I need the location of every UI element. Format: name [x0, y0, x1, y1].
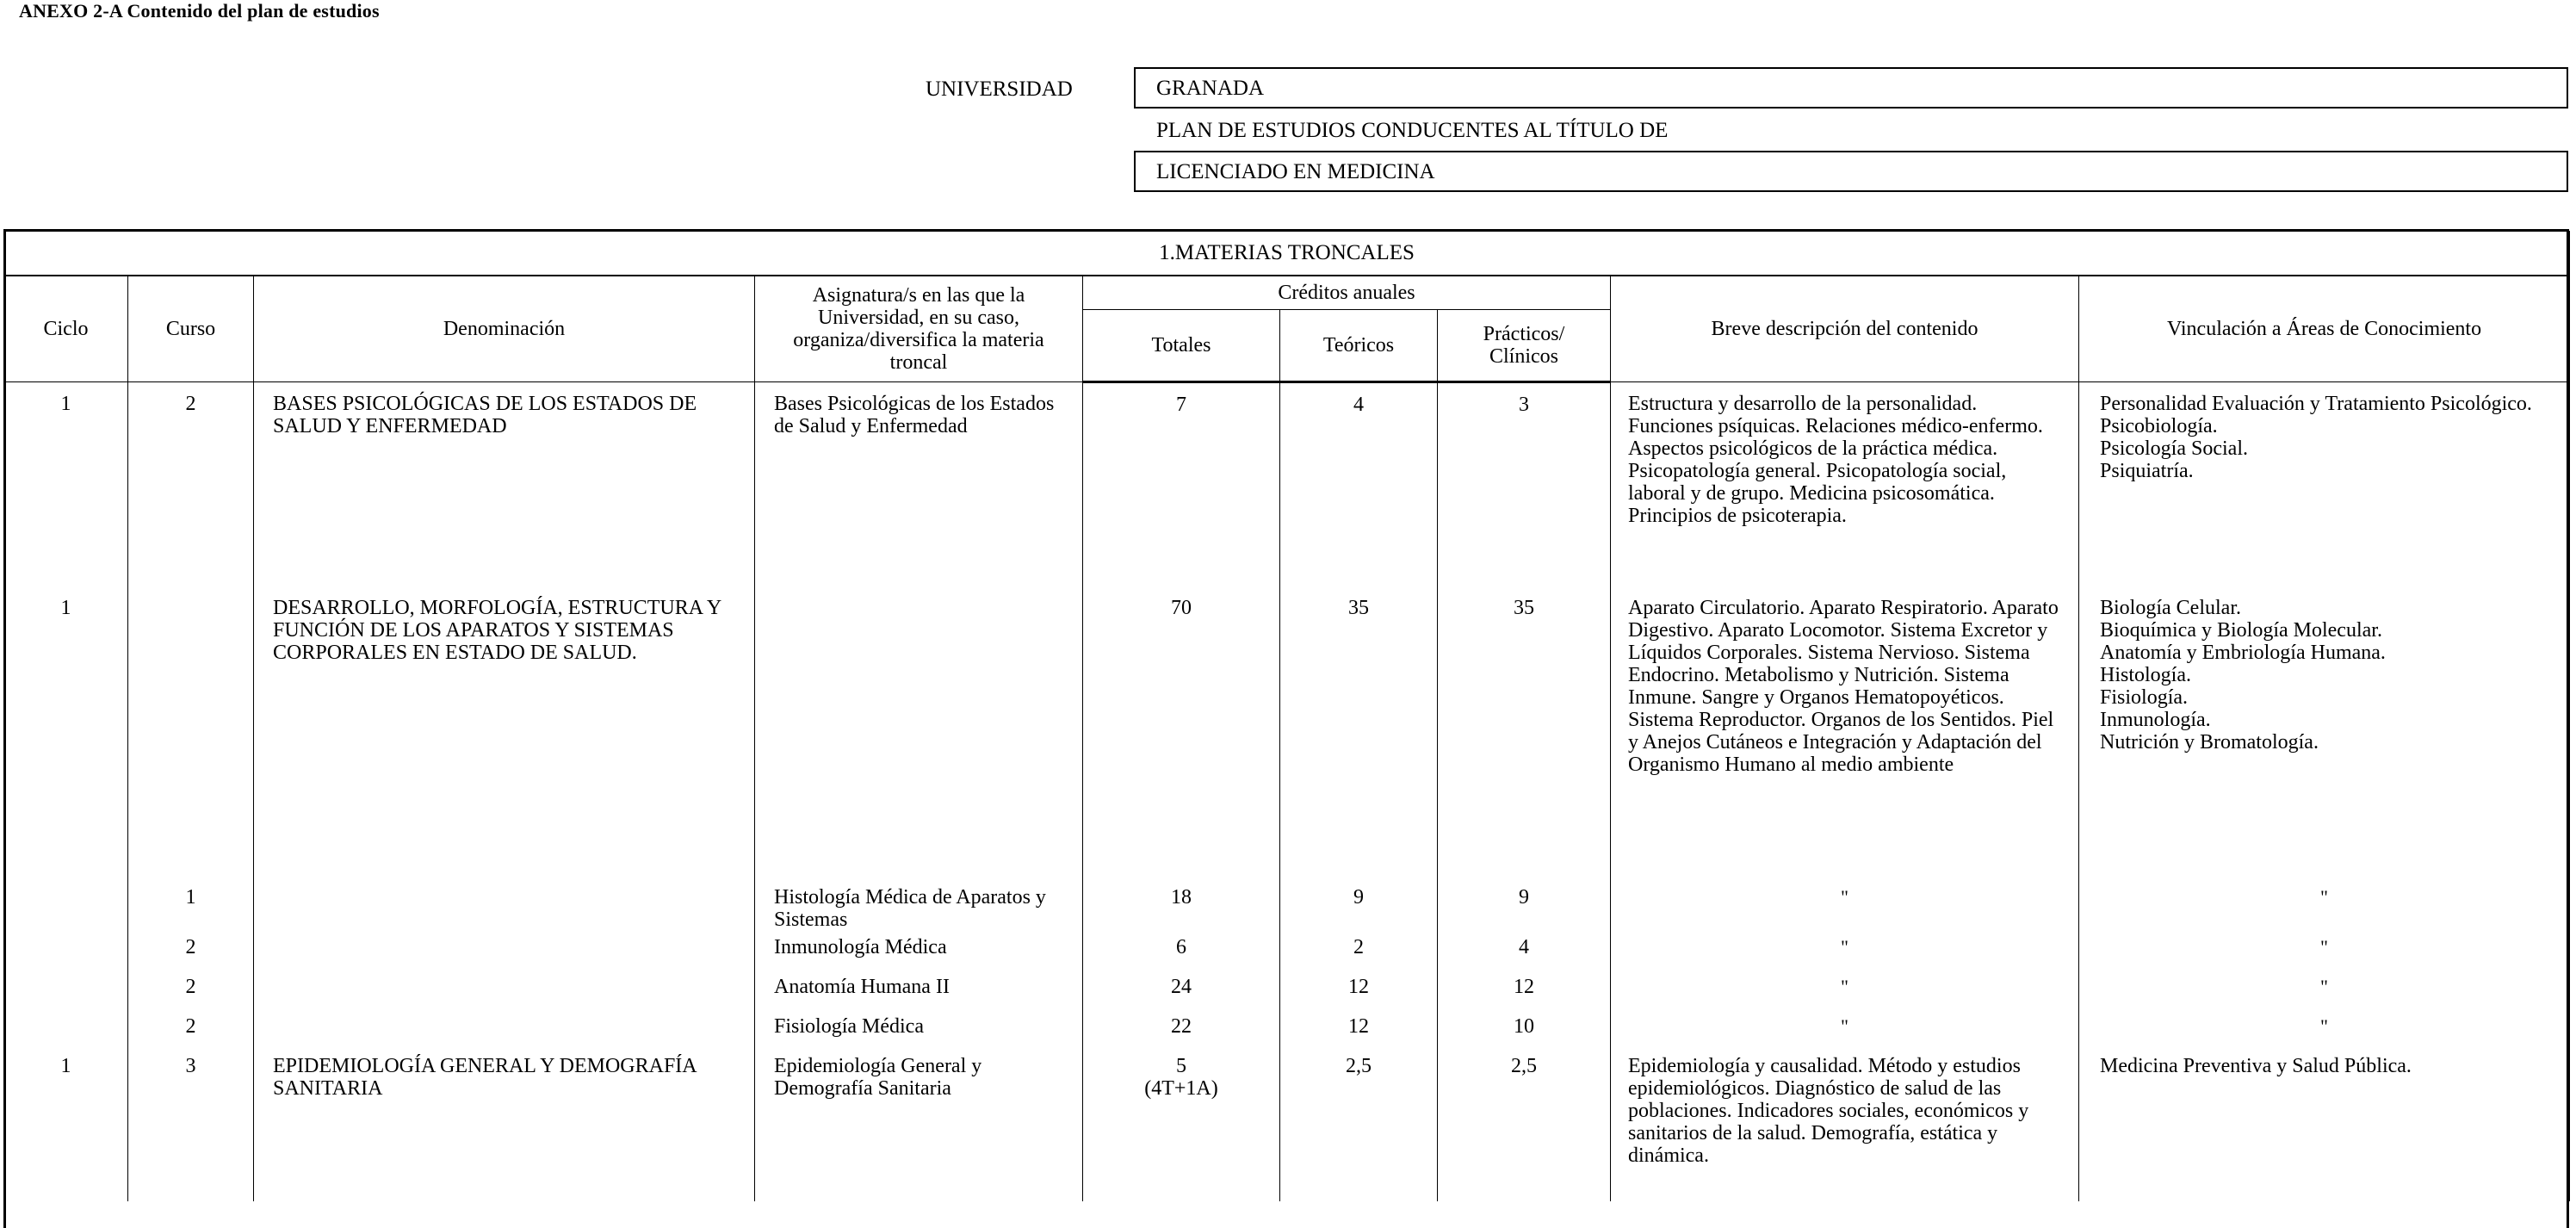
- cell-ciclo: [4, 881, 128, 931]
- table-row: [4, 931, 2570, 971]
- cell-practicos: 3: [1438, 382, 1611, 592]
- area-item: Bioquímica y Biología Molecular.: [2100, 619, 2382, 642]
- cell-denominacion: BASES PSICOLÓGICAS DE LOS ESTADOS DE SALUD Y ENFERMEDAD: [254, 382, 755, 592]
- cell-denominacion: [254, 971, 755, 1010]
- cell-descripcion: Epidemiología y causalidad. Método y estudios epidemiológicos. Diagnóstico de salud de las poblaciones. Indicadores sociales, económicos y sanitarios de la salud. Demografía, estática y dinámica.: [1611, 1050, 2079, 1201]
- col-creditos: Créditos anuales: [1083, 276, 1611, 310]
- totales-note: (4T+1A): [1144, 1077, 1218, 1100]
- cell-ciclo: 1: [4, 382, 128, 592]
- cell-totales: 70: [1083, 592, 1280, 881]
- area-item: Psicobiología.: [2100, 415, 2218, 437]
- cell-descripcion: ": [1611, 1010, 2079, 1050]
- curriculum-table: [3, 231, 2570, 1201]
- cell-totales: 6: [1083, 931, 1280, 971]
- col-ciclo: Ciclo: [4, 276, 128, 382]
- cell-totales: 7: [1083, 382, 1280, 592]
- cell-denominacion: DESARROLLO, MORFOLOGÍA, ESTRUCTURA Y FUNCIÓN DE LOS APARATOS Y SISTEMAS CORPORALES EN ESTADO DE SALUD.: [254, 592, 755, 881]
- cell-curso: 1: [128, 881, 254, 931]
- area-item: Biología Celular.: [2100, 597, 2241, 619]
- cell-denominacion: [254, 931, 755, 971]
- cell-areas: ": [2079, 931, 2570, 971]
- cell-curso: 2: [128, 971, 254, 1010]
- area-item: Anatomía y Embriología Humana.: [2100, 642, 2386, 664]
- cell-practicos: 35: [1438, 592, 1611, 881]
- cell-teoricos: 35: [1280, 592, 1438, 881]
- cell-asignatura: [755, 592, 1083, 881]
- cell-asignatura: Anatomía Humana II: [755, 971, 1083, 1010]
- cell-teoricos: 12: [1280, 971, 1438, 1010]
- cell-teoricos: 4: [1280, 382, 1438, 592]
- cell-totales: 24: [1083, 971, 1280, 1010]
- cell-denominacion: [254, 881, 755, 931]
- cell-ciclo: 1: [4, 592, 128, 881]
- cell-denominacion: [254, 1010, 755, 1050]
- cell-practicos: 4: [1438, 931, 1611, 971]
- table-row: [4, 592, 2570, 881]
- cell-ciclo: [4, 1010, 128, 1050]
- cell-areas: [2079, 592, 2570, 881]
- cell-curso: 3: [128, 1050, 254, 1201]
- cell-teoricos: 9: [1280, 881, 1438, 931]
- cell-practicos: 12: [1438, 971, 1611, 1010]
- col-descripcion: Breve descripción del contenido: [1611, 276, 2079, 382]
- col-denominacion: Denominación: [254, 276, 755, 382]
- university-label: UNIVERSIDAD: [926, 78, 1073, 101]
- cell-teoricos: 2: [1280, 931, 1438, 971]
- col-asignatura: Asignatura/s en las que la Universidad, en su caso, organiza/diversifica la materia troncal: [755, 276, 1083, 382]
- table-row: [4, 1050, 2570, 1201]
- table-title: 1.MATERIAS TRONCALES: [4, 232, 2570, 276]
- cell-areas: [2079, 1050, 2570, 1201]
- university-field: GRANADA: [1134, 67, 2568, 109]
- cell-areas: ": [2079, 881, 2570, 931]
- col-curso: Curso: [128, 276, 254, 382]
- cell-asignatura: Histología Médica de Aparatos y Sistemas: [755, 881, 1083, 931]
- table-row: [4, 382, 2570, 592]
- cell-curso: 2: [128, 931, 254, 971]
- cell-descripcion: ": [1611, 971, 2079, 1010]
- area-item: Psiquiatría.: [2100, 460, 2194, 482]
- cell-areas: [2079, 382, 2570, 592]
- area-item: Psicología Social.: [2100, 437, 2248, 460]
- plan-label: PLAN DE ESTUDIOS CONDUCENTES AL TÍTULO DE: [1156, 119, 1669, 142]
- area-item: Nutrición y Bromatología.: [2100, 731, 2319, 754]
- cell-totales: 18: [1083, 881, 1280, 931]
- cell-ciclo: [4, 971, 128, 1010]
- cell-teoricos: 12: [1280, 1010, 1438, 1050]
- col-vinculacion: Vinculación a Áreas de Conocimiento: [2079, 276, 2570, 382]
- cell-asignatura: Epidemiología General y Demografía Sanitaria: [755, 1050, 1083, 1201]
- cell-areas: ": [2079, 971, 2570, 1010]
- area-item: Personalidad Evaluación y Tratamiento Psicológico.: [2100, 393, 2532, 415]
- degree-field: LICENCIADO EN MEDICINA: [1134, 151, 2568, 192]
- cell-totales: [1083, 1050, 1280, 1201]
- col-teoricos: Teóricos: [1280, 310, 1438, 382]
- cell-descripcion: ": [1611, 881, 2079, 931]
- table-row: [4, 971, 2570, 1010]
- totales-value: 5: [1176, 1055, 1186, 1077]
- table-row: [4, 1010, 2570, 1050]
- cell-teoricos: 2,5: [1280, 1050, 1438, 1201]
- area-item: Inmunología.: [2100, 709, 2211, 731]
- cell-descripcion: Estructura y desarrollo de la personalidad. Funciones psíquicas. Relaciones médico-enfermo. Aspectos psicológicos de la práctica médica. Psicopatología general. Psicopatología social, laboral y de grupo. Medicina psicosomática. Principios de psicoterapia.: [1611, 382, 2079, 592]
- table-row: [4, 881, 2570, 931]
- col-practicos: Prácticos/ Clínicos: [1438, 310, 1611, 382]
- cell-asignatura: Bases Psicológicas de los Estados de Salud y Enfermedad: [755, 382, 1083, 592]
- cell-curso: 2: [128, 1010, 254, 1050]
- cell-denominacion: EPIDEMIOLOGÍA GENERAL Y DEMOGRAFÍA SANITARIA: [254, 1050, 755, 1201]
- cell-curso: 2: [128, 382, 254, 592]
- cell-areas: ": [2079, 1010, 2570, 1050]
- cell-practicos: 10: [1438, 1010, 1611, 1050]
- area-item: Histología.: [2100, 664, 2191, 686]
- cell-asignatura: Inmunología Médica: [755, 931, 1083, 971]
- cell-ciclo: 1: [4, 1050, 128, 1201]
- cell-ciclo: [4, 931, 128, 971]
- area-item: Medicina Preventiva y Salud Pública.: [2100, 1055, 2412, 1077]
- cell-descripcion: ": [1611, 931, 2079, 971]
- cell-totales: 22: [1083, 1010, 1280, 1050]
- annex-title: ANEXO 2-A Contenido del plan de estudios: [19, 0, 380, 22]
- cell-descripcion: Aparato Circulatorio. Aparato Respiratorio. Aparato Digestivo. Aparato Locomotor. Sistema Excretor y Líquidos Corporales. Sistema Nervioso. Sistema Endocrino. Metabolismo y Nutrición. Sistema Inmune. Sangre y Organos Hematopoyéticos. Sistema Reproductor. Organos de los Sentidos. Piel y Anejos Cutáneos e Integración y Adaptación del Organismo Humano al medio ambiente: [1611, 592, 2079, 881]
- cell-curso: [128, 592, 254, 881]
- col-totales: Totales: [1083, 310, 1280, 382]
- cell-practicos: 9: [1438, 881, 1611, 931]
- cell-asignatura: Fisiología Médica: [755, 1010, 1083, 1050]
- area-item: Fisiología.: [2100, 686, 2189, 709]
- cell-practicos: 2,5: [1438, 1050, 1611, 1201]
